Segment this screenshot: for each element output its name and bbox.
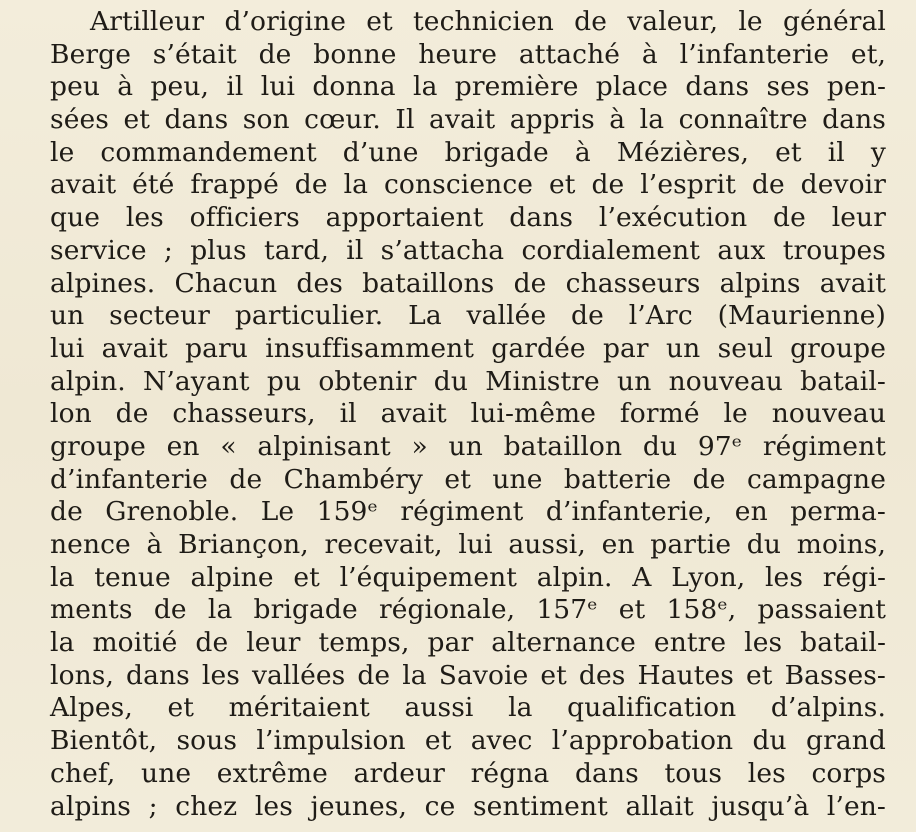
text-line: chef, une extrême ardeur régna dans tous les corps: [50, 757, 886, 789]
text-line: la moitié de leur temps, par alternance entre les batail-: [50, 627, 886, 659]
body-text: [50, 6, 886, 823]
text-line: la tenue alpine et l’équipement alpin. A Lyon, les régi-: [50, 561, 886, 593]
text-line: nence à Briançon, recevait, lui aussi, en partie du moins,: [50, 529, 886, 560]
text-line: peu à peu, il lui donna la première place dans ses pen-: [50, 71, 886, 103]
text-line: un secteur particulier. La vallée de l’Arc (Maurienne): [50, 300, 886, 332]
text-line: lons, dans les vallées de la Savoie et des Hautes et Basses-: [50, 659, 886, 691]
text-line: lui avait paru insuffisamment gardée par un seul groupe: [50, 332, 886, 364]
text-line: le commandement d’une brigade à Mézières, et il y: [50, 136, 886, 168]
text-line: alpines. Chacun des bataillons de chasseurs alpins avait: [50, 267, 886, 299]
text-line: Artilleur d’origine et technicien de valeur, le général: [90, 6, 886, 37]
text-line: sées et dans son cœur. Il avait appris à la connaître dans: [50, 104, 886, 136]
text-line: Bientôt, sous l’impulsion et avec l’approbation du grand: [50, 725, 886, 757]
text-line: alpin. N’ayant pu obtenir du Ministre un nouveau batail-: [50, 365, 886, 397]
text-line: de Grenoble. Le 159ᵉ régiment d’infanterie, en perma-: [50, 496, 886, 528]
text-line: service ; plus tard, il s’attacha cordialement aux troupes: [50, 234, 886, 266]
text-line: Berge s’était de bonne heure attaché à l’infanterie et,: [50, 38, 886, 70]
text-line: avait été frappé de la conscience et de l’esprit de devoir: [50, 169, 886, 201]
text-line: d’infanterie de Chambéry et une batterie de campagne: [50, 463, 886, 495]
text-line: que les officiers apportaient dans l’exécution de leur: [50, 202, 886, 234]
text-line: Alpes, et méritaient aussi la qualification d’alpins.: [50, 692, 886, 724]
text-line: alpins ; chez les jeunes, ce sentiment allait jusqu’à l’en-: [50, 790, 886, 822]
text-line: ments de la brigade régionale, 157ᵉ et 158ᵉ, passaient: [50, 594, 886, 626]
text-line: lon de chasseurs, il avait lui-même formé le nouveau: [50, 398, 886, 430]
text-line: groupe en « alpinisant » un bataillon du 97ᵉ régiment: [50, 430, 886, 462]
